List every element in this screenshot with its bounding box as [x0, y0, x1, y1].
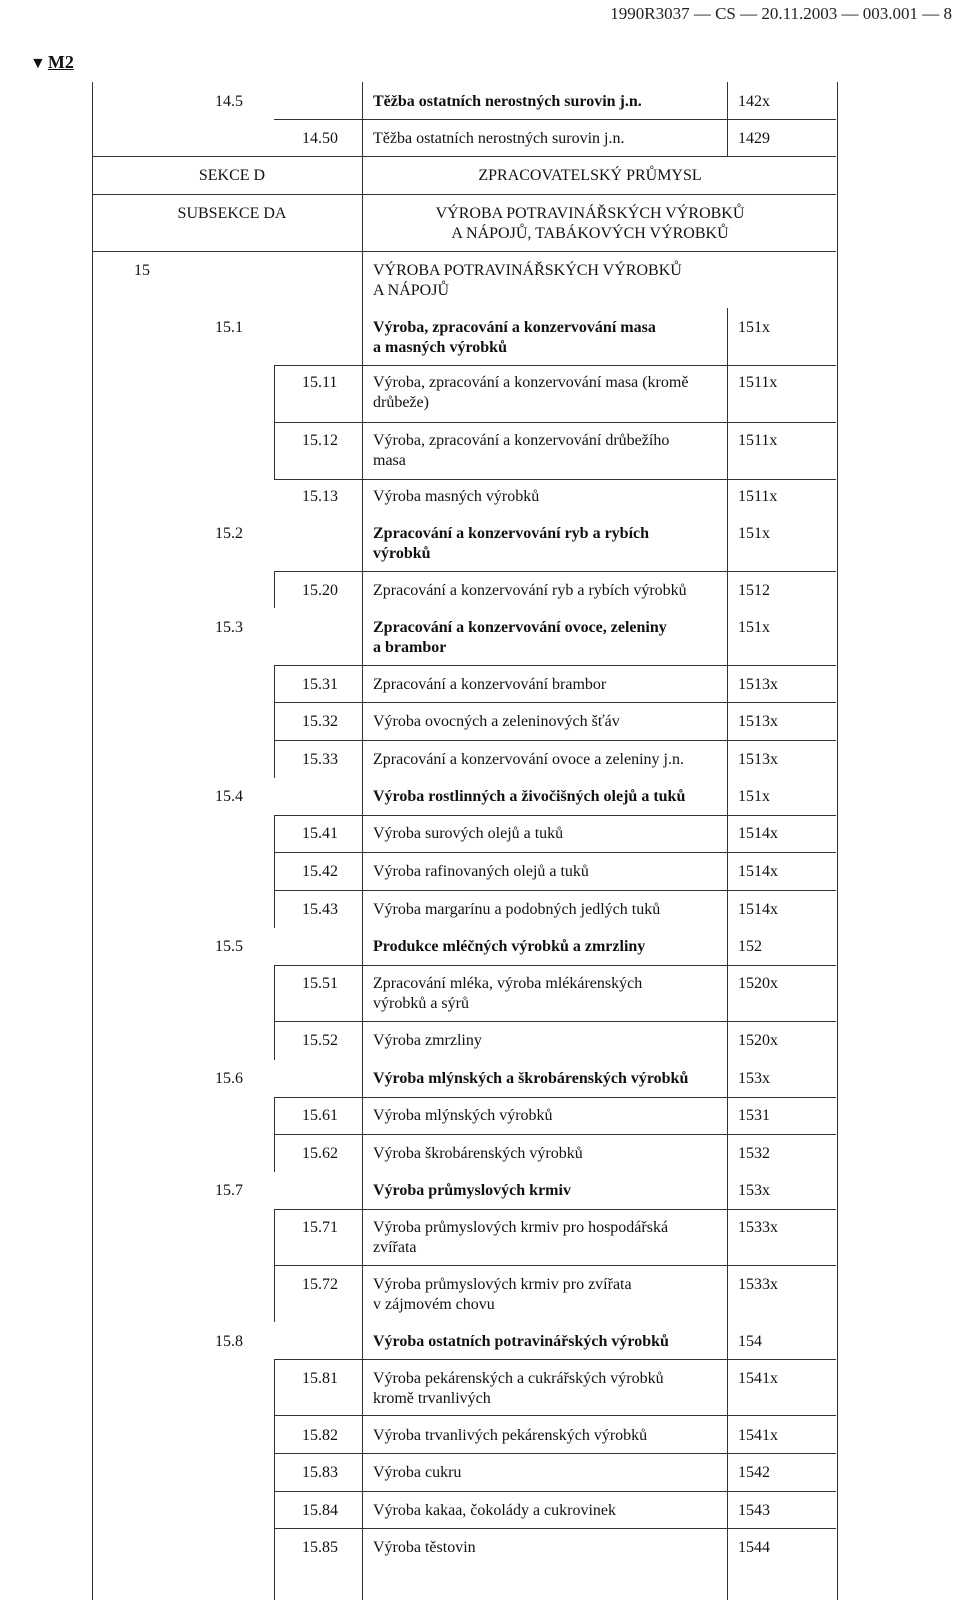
row-nace: 1541x — [738, 1370, 778, 1387]
row-divider — [274, 1265, 836, 1266]
row-nace: 151x — [738, 619, 770, 636]
section-code: SEKCE D — [198, 167, 266, 184]
row-title-line: Výroba průmyslových krmiv — [373, 1182, 571, 1199]
row-divider — [274, 1134, 836, 1135]
column-divider — [274, 1359, 275, 1600]
row-title-line: Výroba, zpracování a konzervování masa (kromě — [373, 374, 689, 391]
row-divider — [274, 1359, 836, 1360]
column-divider — [362, 156, 363, 251]
row-divider — [274, 815, 836, 816]
row-nace: 152 — [738, 938, 762, 955]
row-divider — [274, 852, 836, 853]
row-code: 15.13 — [302, 488, 338, 505]
row-title-line: masa — [373, 451, 406, 469]
column-divider — [362, 251, 363, 1600]
row-code: 14.50 — [302, 130, 338, 147]
row-code: 15.7 — [215, 1182, 243, 1199]
row-code: 15.12 — [302, 432, 338, 449]
row-divider — [274, 890, 836, 891]
row-code: 15.33 — [302, 751, 338, 768]
row-title-line: Výroba margarínu a podobných jedlých tuků — [373, 901, 661, 918]
row-nace: 1513x — [738, 676, 778, 693]
row-divider — [92, 194, 836, 195]
row-title-line: Výroba mlýnských a škrobárenských výrobků — [373, 1070, 689, 1087]
row-title-line: Výroba průmyslových krmiv pro zvířata — [373, 1276, 632, 1293]
row-divider — [274, 571, 836, 572]
row-code: 15.81 — [302, 1370, 338, 1387]
column-divider — [274, 571, 275, 608]
row-code: 15.72 — [302, 1276, 338, 1293]
row-nace: 1541x — [738, 1427, 778, 1444]
row-code: 15.3 — [215, 619, 243, 636]
row-divider — [92, 251, 836, 252]
row-title-line: Výroba trvanlivých pekárenských výrobků — [373, 1427, 648, 1444]
row-divider — [274, 422, 836, 423]
division-title-line: VÝROBA POTRAVINÁŘSKÝCH VÝROBKŮ — [373, 262, 682, 279]
row-divider — [274, 665, 836, 666]
row-title-line: Výroba, zpracování a konzervování masa — [373, 319, 656, 336]
section-title: ZPRACOVATELSKÝ PRŮMYSL — [478, 167, 702, 184]
row-title: Těžba ostatních nerostných surovin j.n. — [373, 93, 642, 110]
subsection-code: SUBSEKCE DA — [177, 205, 287, 222]
row-nace: 1512 — [738, 582, 770, 599]
row-title-line: Výroba masných výrobků — [373, 488, 540, 505]
row-code: 15.8 — [215, 1333, 243, 1350]
row-code: 15.82 — [302, 1427, 338, 1444]
row-divider — [274, 1453, 836, 1454]
row-nace: 154 — [738, 1333, 762, 1350]
row-code: 15.4 — [215, 788, 243, 805]
row-code: 15.85 — [302, 1539, 338, 1556]
row-nace: 1514x — [738, 825, 778, 842]
column-divider — [274, 665, 275, 778]
row-code: 14.5 — [215, 93, 243, 110]
row-title-line: Zpracování a konzervování ryb a rybích — [373, 525, 650, 542]
row-nace: 1520x — [738, 975, 778, 992]
triangle-down-icon: ▼ — [30, 55, 46, 72]
row-title-line: a brambor — [373, 638, 447, 656]
row-nace: 1513x — [738, 751, 778, 768]
row-code: 15.32 — [302, 713, 338, 730]
row-title-line: v zájmovém chovu — [373, 1295, 495, 1313]
row-title: Těžba ostatních nerostných surovin j.n. — [373, 130, 625, 147]
row-nace: 1544 — [738, 1539, 770, 1556]
row-title-line: Výroba ovocných a zeleninových šťáv — [373, 713, 620, 730]
row-code: 15.84 — [302, 1502, 338, 1519]
row-divider — [274, 365, 836, 366]
row-title-line: Výroba pekárenských a cukrářských výrobků — [373, 1370, 664, 1387]
row-divider — [274, 1021, 836, 1022]
row-code: 15.62 — [302, 1145, 338, 1162]
row-code: 15.61 — [302, 1107, 338, 1124]
row-title-line: a masných výrobků — [373, 338, 507, 356]
row-title-line: Výroba škrobárenských výrobků — [373, 1145, 583, 1162]
row-title-line: Výroba mlýnských výrobků — [373, 1107, 553, 1124]
document-header: 1990R3037 — CS — 20.11.2003 — 003.001 — 8 — [610, 4, 952, 23]
row-title-line: zvířata — [373, 1238, 417, 1256]
row-code: 15.2 — [215, 525, 243, 542]
subsection-title-line: A NÁPOJŮ, TABÁKOVÝCH VÝROBKŮ — [451, 224, 729, 242]
row-divider — [274, 1097, 836, 1098]
subsection-title-line: VÝROBA POTRAVINÁŘSKÝCH VÝROBKŮ — [435, 205, 745, 222]
row-code: 15.20 — [302, 582, 338, 599]
row-title-line: Produkce mléčných výrobků a zmrzliny — [373, 938, 646, 955]
row-nace: 1511x — [738, 432, 778, 449]
row-title-line: Zpracování a konzervování ovoce a zeleniny j.n. — [373, 751, 684, 768]
row-nace: 151x — [738, 788, 770, 805]
row-nace: 1513x — [738, 713, 778, 730]
row-nace: 1514x — [738, 901, 778, 918]
row-divider — [274, 1528, 836, 1529]
row-code: 15.31 — [302, 676, 338, 693]
row-code: 15.11 — [302, 374, 338, 391]
row-code: 15.1 — [215, 319, 243, 336]
column-divider — [274, 815, 275, 928]
row-divider — [274, 119, 836, 120]
row-title-line: Výroba zmrzliny — [373, 1032, 482, 1049]
row-title-line: Výroba, zpracování a konzervování drůbežího — [373, 432, 670, 449]
row-title-line: drůbeže) — [373, 393, 429, 411]
amendment-label: M2 — [47, 52, 74, 72]
row-divider — [274, 1209, 836, 1210]
amendment-marker — [30, 52, 74, 73]
row-title-line: Výroba těstovin — [373, 1539, 476, 1556]
row-divider — [274, 965, 836, 966]
row-nace: 151x — [738, 525, 770, 542]
row-title-line: Zpracování mléka, výroba mlékárenských — [373, 975, 643, 992]
row-divider — [274, 1415, 836, 1416]
row-code: 15.83 — [302, 1464, 338, 1481]
row-code: 15.41 — [302, 825, 338, 842]
row-code: 15.51 — [302, 975, 338, 992]
row-code: 15.43 — [302, 901, 338, 918]
row-nace: 1543 — [738, 1502, 770, 1519]
row-nace: 1531 — [738, 1107, 770, 1124]
row-nace: 1542 — [738, 1464, 770, 1481]
row-code: 15.5 — [215, 938, 243, 955]
column-divider — [727, 308, 728, 1600]
row-code: 15.52 — [302, 1032, 338, 1049]
row-nace: 1511x — [738, 488, 778, 505]
row-title-line: Výroba průmyslových krmiv pro hospodářská — [373, 1219, 669, 1236]
row-divider — [274, 479, 836, 480]
row-title-line: Zpracování a konzervování ryb a rybích výrobků — [373, 582, 687, 599]
row-nace: 142x — [738, 93, 770, 110]
row-title-line: výrobků — [373, 544, 431, 562]
row-nace: 1511x — [738, 374, 778, 391]
row-title-line: Výroba ostatních potravinářských výrobků — [373, 1333, 669, 1350]
row-divider — [274, 740, 836, 741]
row-divider — [274, 1491, 836, 1492]
row-title-line: Výroba rafinovaných olejů a tuků — [373, 863, 589, 880]
row-nace: 151x — [738, 319, 770, 336]
row-nace: 153x — [738, 1070, 770, 1087]
row-nace: 1533x — [738, 1276, 778, 1293]
row-nace: 1514x — [738, 863, 778, 880]
row-title-line: Výroba cukru — [373, 1464, 462, 1481]
row-title-line: výrobků a sýrů — [373, 994, 469, 1012]
row-title-line: kromě trvanlivých — [373, 1389, 491, 1407]
row-title-line: Výroba surových olejů a tuků — [373, 825, 564, 842]
row-nace: 1520x — [738, 1032, 778, 1049]
row-nace: 1429 — [738, 130, 770, 147]
row-code: 15.6 — [215, 1070, 243, 1087]
row-title-line: Zpracování a konzervování brambor — [373, 676, 607, 693]
row-code: 15.42 — [302, 863, 338, 880]
row-nace: 1533x — [738, 1219, 778, 1236]
row-title-line: Výroba kakaa, čokolády a cukrovinek — [373, 1502, 617, 1519]
row-title-line: Výroba rostlinných a živočišných olejů a tuků — [373, 788, 686, 805]
row-divider — [92, 156, 836, 157]
division-title-line: A NÁPOJŮ — [373, 281, 450, 299]
row-code: 15.71 — [302, 1219, 338, 1236]
row-title-line: Zpracování a konzervování ovoce, zeleniny — [373, 619, 667, 636]
row-nace: 1532 — [738, 1145, 770, 1162]
column-divider — [274, 965, 275, 1060]
row-divider — [274, 702, 836, 703]
row-nace: 153x — [738, 1182, 770, 1199]
division-code: 15 — [134, 262, 150, 279]
